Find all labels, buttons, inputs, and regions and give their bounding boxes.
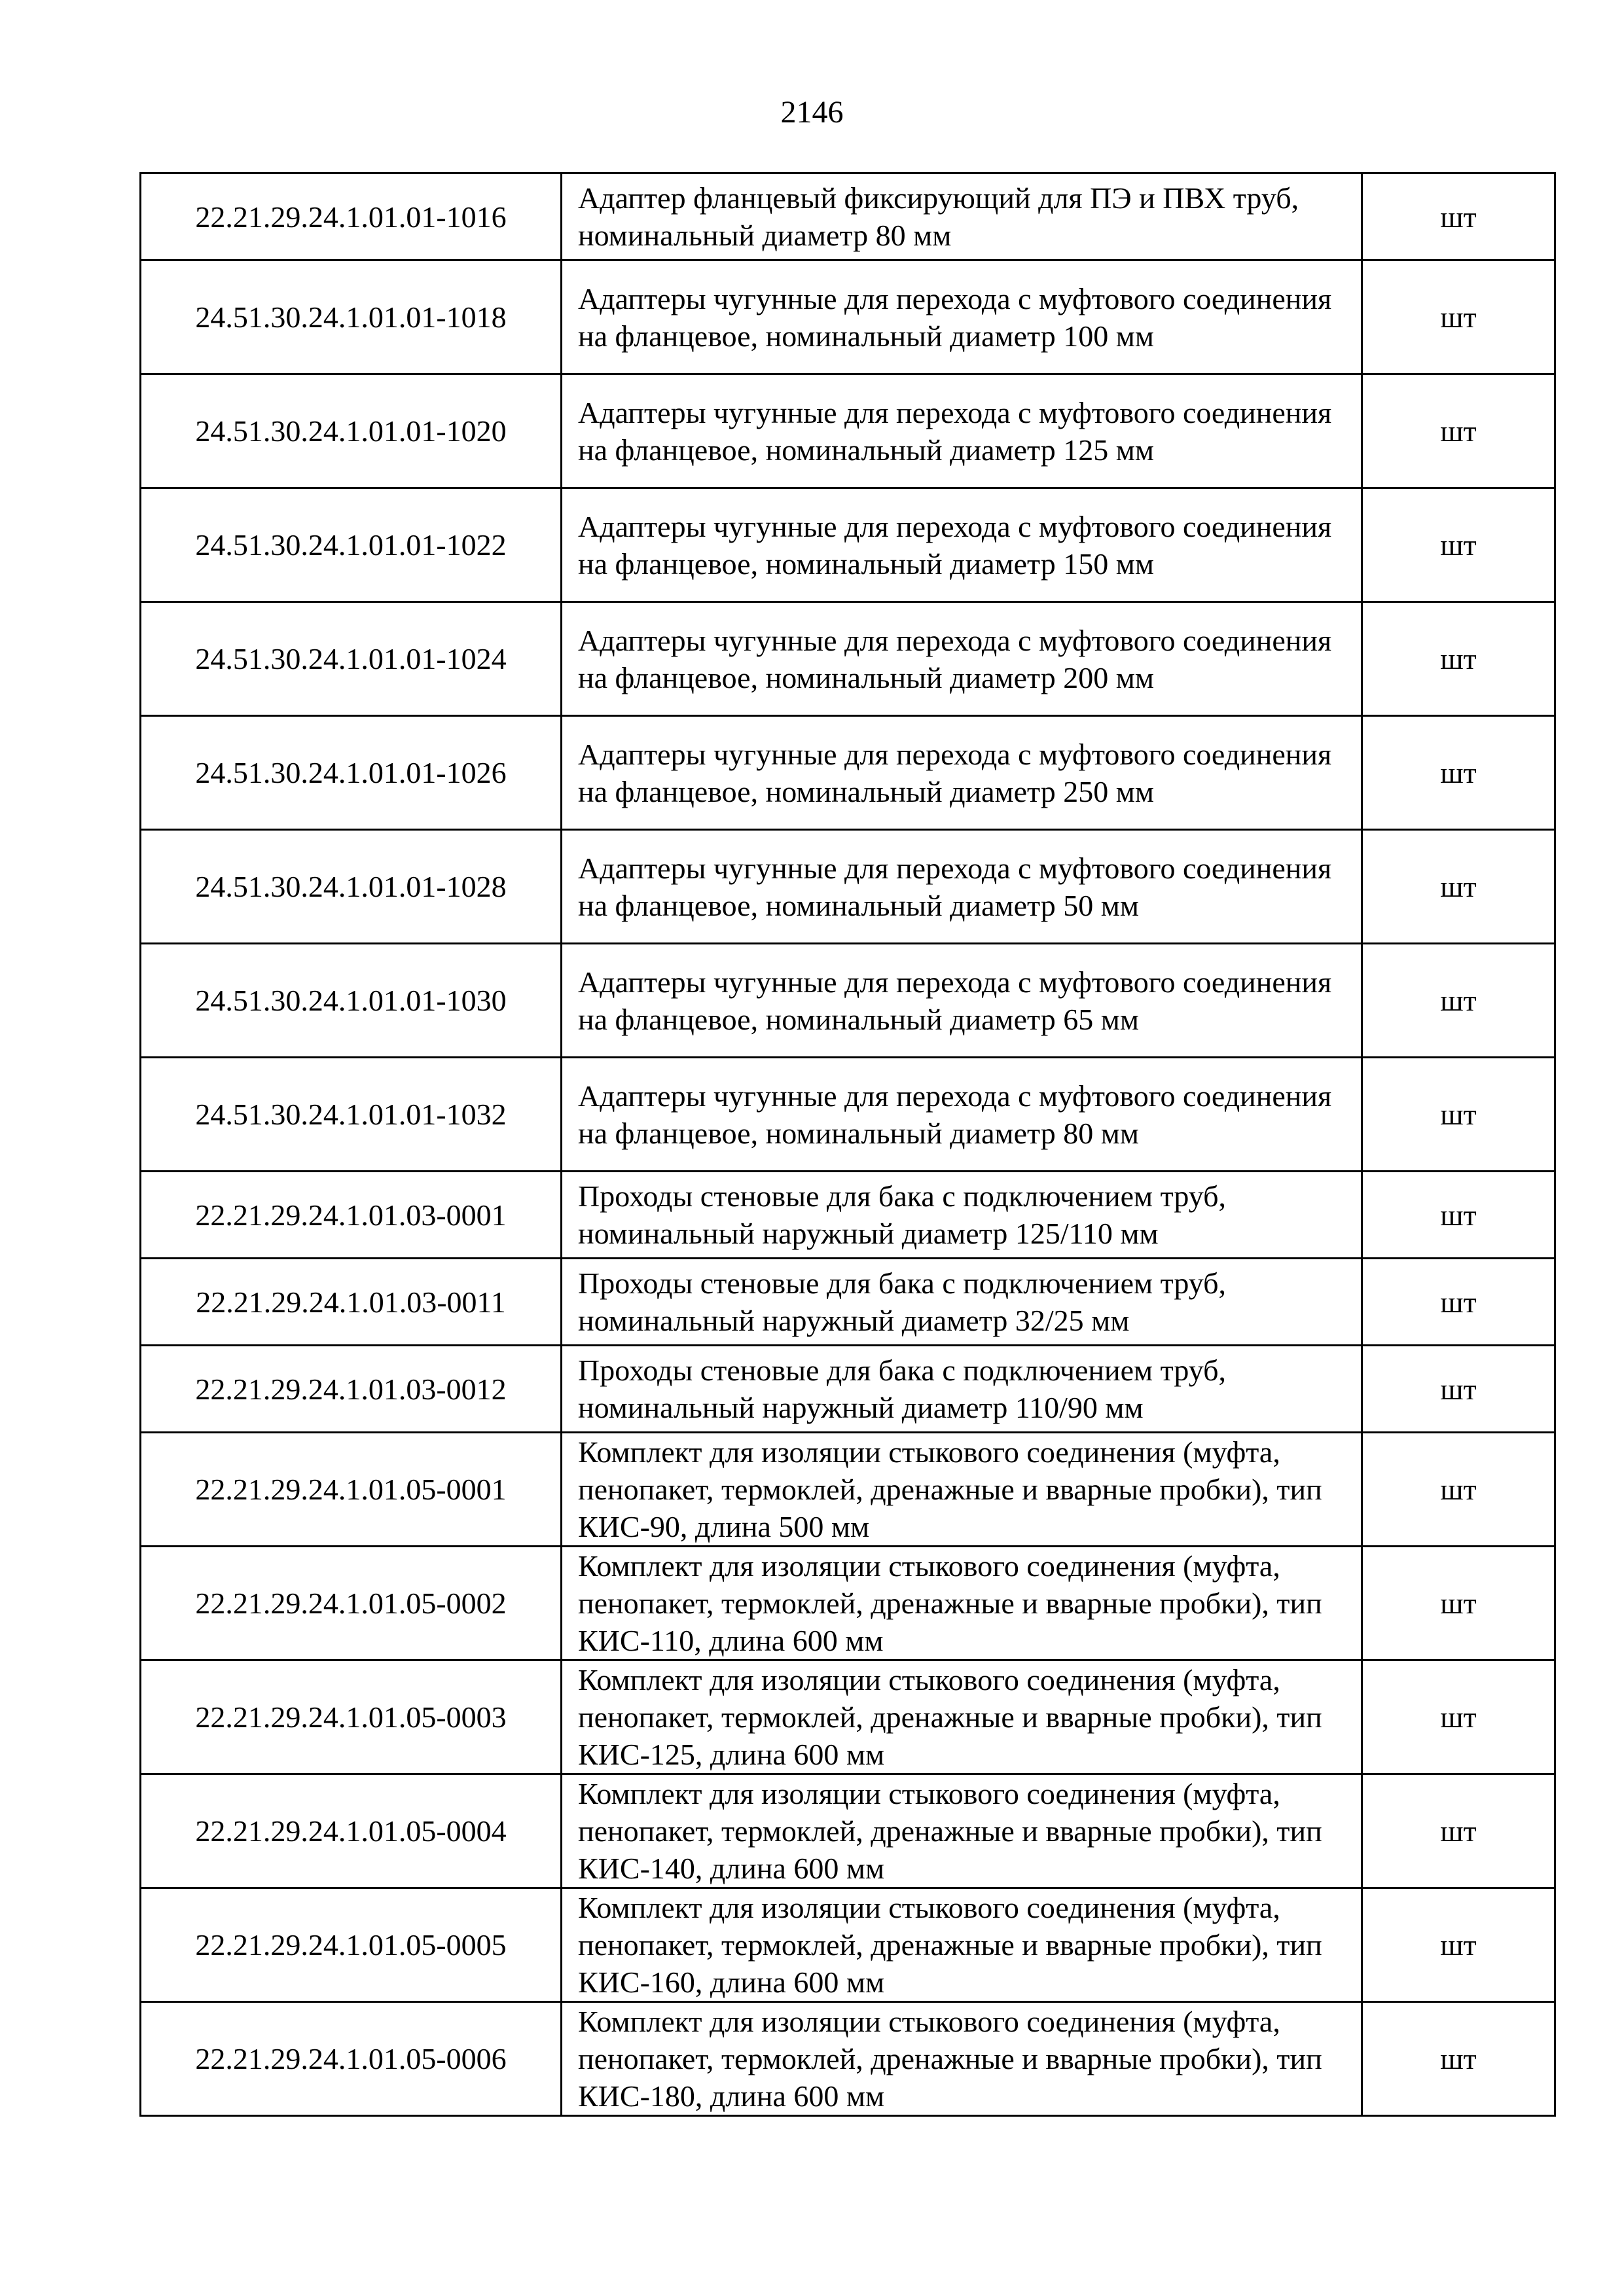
unit-cell: шт <box>1362 1058 1555 1172</box>
table-row <box>141 944 1555 1058</box>
table-row <box>141 602 1555 716</box>
page-number: 2146 <box>780 95 844 130</box>
unit-cell: шт <box>1362 1660 1555 1774</box>
resource-name-cell: Комплект для изоляции стыкового соединения (муфта, пенопакет, термоклей, дренажные и вварные пробки), тип КИС-140, длина 600 мм <box>562 1774 1362 1888</box>
resource-name-cell: Адаптеры чугунные для перехода с муфтового соединения на фланцевое, номинальный диаметр 80 мм <box>562 1058 1362 1172</box>
unit-cell: шт <box>1362 1433 1555 1547</box>
resource-name-cell: Адаптеры чугунные для перехода с муфтового соединения на фланцевое, номинальный диаметр 200 мм <box>562 602 1362 716</box>
resource-code-cell: 24.51.30.24.1.01.01-1018 <box>141 260 562 374</box>
table-row <box>141 488 1555 602</box>
table-row <box>141 374 1555 488</box>
unit-cell: шт <box>1362 173 1555 260</box>
unit-cell: шт <box>1362 374 1555 488</box>
table-row <box>141 1660 1555 1774</box>
table-row <box>141 173 1555 260</box>
unit-cell: шт <box>1362 1346 1555 1433</box>
resource-code-cell: 22.21.29.24.1.01.05-0003 <box>141 1660 562 1774</box>
resource-name-cell: Комплект для изоляции стыкового соединения (муфта, пенопакет, термоклей, дренажные и вварные пробки), тип КИС-125, длина 600 мм <box>562 1660 1362 1774</box>
resource-name-cell: Комплект для изоляции стыкового соединения (муфта, пенопакет, термоклей, дренажные и вварные пробки), тип КИС-160, длина 600 мм <box>562 1888 1362 2002</box>
table-row <box>141 1259 1555 1346</box>
unit-cell: шт <box>1362 260 1555 374</box>
unit-cell: шт <box>1362 944 1555 1058</box>
resource-name-cell: Комплект для изоляции стыкового соединения (муфта, пенопакет, термоклей, дренажные и вварные пробки), тип КИС-90, длина 500 мм <box>562 1433 1362 1547</box>
table-row <box>141 830 1555 944</box>
unit-cell: шт <box>1362 1888 1555 2002</box>
resource-code-cell: 22.21.29.24.1.01.03-0011 <box>141 1259 562 1346</box>
resource-name-cell: Проходы стеновые для бака с подключением труб, номинальный наружный диаметр 125/110 мм <box>562 1172 1362 1259</box>
resource-code-cell: 22.21.29.24.1.01.05-0004 <box>141 1774 562 1888</box>
unit-cell: шт <box>1362 1774 1555 1888</box>
resource-name-cell: Комплект для изоляции стыкового соединения (муфта, пенопакет, термоклей, дренажные и вварные пробки), тип КИС-110, длина 600 мм <box>562 1547 1362 1660</box>
unit-cell: шт <box>1362 830 1555 944</box>
resource-code-cell: 24.51.30.24.1.01.01-1030 <box>141 944 562 1058</box>
resource-name-cell: Комплект для изоляции стыкового соединения (муфта, пенопакет, термоклей, дренажные и вварные пробки), тип КИС-180, длина 600 мм <box>562 2002 1362 2116</box>
table-row <box>141 1547 1555 1660</box>
resource-code-cell: 22.21.29.24.1.01.05-0006 <box>141 2002 562 2116</box>
resource-code-cell: 24.51.30.24.1.01.01-1026 <box>141 716 562 830</box>
unit-cell: шт <box>1362 2002 1555 2116</box>
resource-code-cell: 24.51.30.24.1.01.01-1020 <box>141 374 562 488</box>
table-row <box>141 1888 1555 2002</box>
resource-code-cell: 22.21.29.24.1.01.05-0005 <box>141 1888 562 2002</box>
resource-code-cell: 24.51.30.24.1.01.01-1024 <box>141 602 562 716</box>
resource-name-cell: Адаптеры чугунные для перехода с муфтового соединения на фланцевое, номинальный диаметр 100 мм <box>562 260 1362 374</box>
unit-cell: шт <box>1362 488 1555 602</box>
resource-code-cell: 22.21.29.24.1.01.05-0002 <box>141 1547 562 1660</box>
table-row <box>141 1172 1555 1259</box>
resource-name-cell: Проходы стеновые для бака с подключением труб, номинальный наружный диаметр 32/25 мм <box>562 1259 1362 1346</box>
table-row <box>141 1774 1555 1888</box>
resource-code-cell: 24.51.30.24.1.01.01-1028 <box>141 830 562 944</box>
resource-name-cell: Адаптеры чугунные для перехода с муфтового соединения на фланцевое, номинальный диаметр 65 мм <box>562 944 1362 1058</box>
table-row <box>141 1433 1555 1547</box>
resource-code-cell: 24.51.30.24.1.01.01-1032 <box>141 1058 562 1172</box>
unit-cell: шт <box>1362 602 1555 716</box>
resource-code-cell: 22.21.29.24.1.01.01-1016 <box>141 173 562 260</box>
unit-cell: шт <box>1362 1259 1555 1346</box>
resource-name-cell: Адаптер фланцевый фиксирующий для ПЭ и ПВХ труб, номинальный диаметр 80 мм <box>562 173 1362 260</box>
table-row <box>141 1058 1555 1172</box>
resource-table <box>139 172 1556 2117</box>
table-row <box>141 716 1555 830</box>
table-row <box>141 2002 1555 2116</box>
table-row <box>141 1346 1555 1433</box>
resource-code-cell: 22.21.29.24.1.01.03-0001 <box>141 1172 562 1259</box>
resource-name-cell: Проходы стеновые для бака с подключением труб, номинальный наружный диаметр 110/90 мм <box>562 1346 1362 1433</box>
resource-name-cell: Адаптеры чугунные для перехода с муфтового соединения на фланцевое, номинальный диаметр 50 мм <box>562 830 1362 944</box>
resource-code-cell: 22.21.29.24.1.01.03-0012 <box>141 1346 562 1433</box>
table-row <box>141 260 1555 374</box>
resource-code-cell: 22.21.29.24.1.01.05-0001 <box>141 1433 562 1547</box>
resource-name-cell: Адаптеры чугунные для перехода с муфтового соединения на фланцевое, номинальный диаметр 125 мм <box>562 374 1362 488</box>
resource-name-cell: Адаптеры чугунные для перехода с муфтового соединения на фланцевое, номинальный диаметр 250 мм <box>562 716 1362 830</box>
unit-cell: шт <box>1362 1547 1555 1660</box>
resource-code-cell: 24.51.30.24.1.01.01-1022 <box>141 488 562 602</box>
unit-cell: шт <box>1362 716 1555 830</box>
unit-cell: шт <box>1362 1172 1555 1259</box>
resource-name-cell: Адаптеры чугунные для перехода с муфтового соединения на фланцевое, номинальный диаметр 150 мм <box>562 488 1362 602</box>
